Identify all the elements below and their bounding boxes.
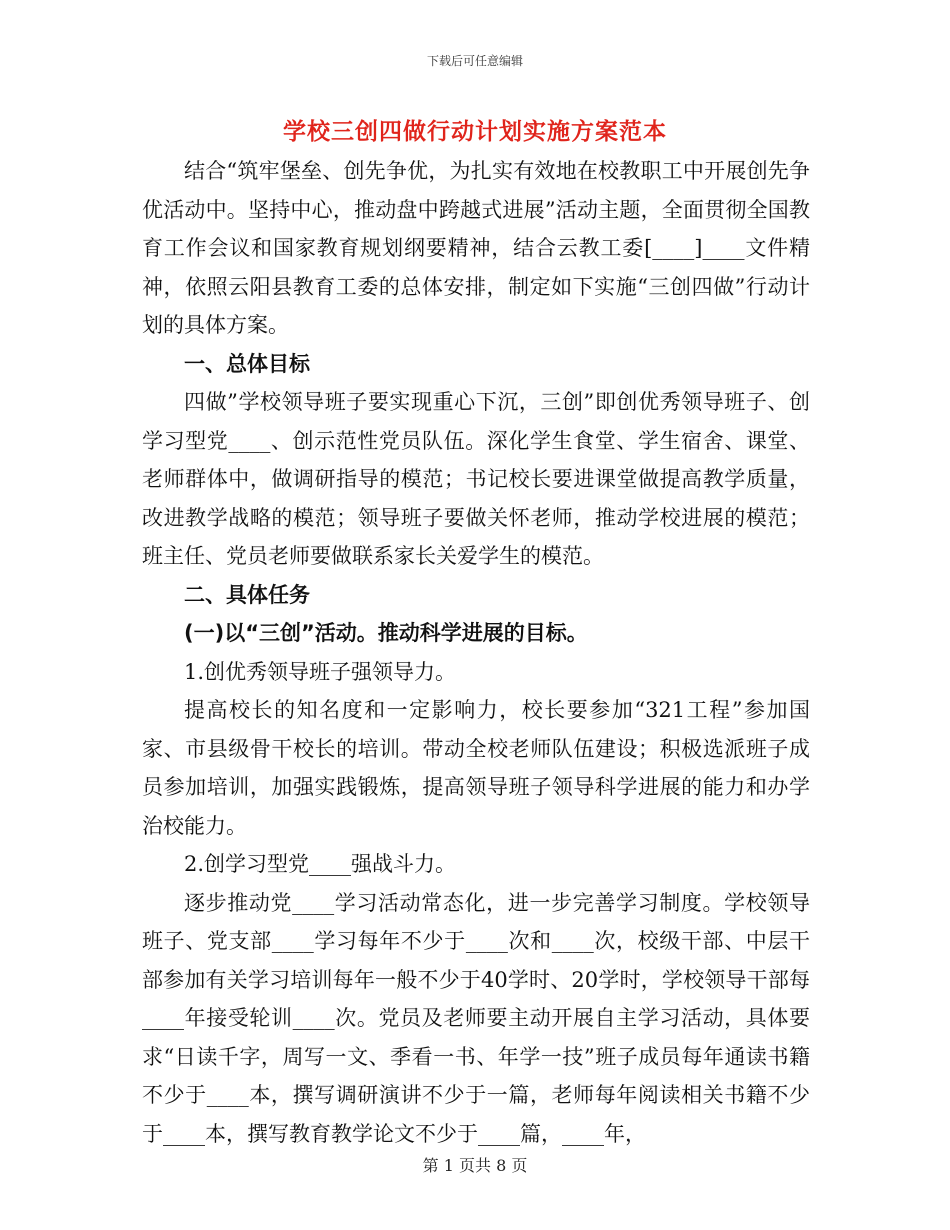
learning-party-paragraph: 逐步推动党____学习活动常态化，进一步完善学习制度。学校领导班子、党支部____学习每年不少于____次和____次，校级干部、中层干部参加有关学习培训每年一般不少于40学时、20学时，学校领导干部每____年接受轮训____次。党员及老师要主动开展自主学习活动，具体要求“日读千字，周写一文、季看一书、年学一技”班子成员每年通读书籍不少于____本，撰写调研演讲不少于一篇，老师每年阅读相关书籍不少于____本，撰写教育教学论文不少于____篇，____年， — [142, 890, 810, 1146]
intro-paragraph: 结合“筑牢堡垒、创先争优，为扎实有效地在校教职工中开展创先争优活动中。坚持中心，推动盘中跨越式进展”活动主题，全面贯彻全国教育工作会议和国家教育规划纲要精神，结合云教工委[____]____文件精神，依照云阳县教育工委的总体安排，制定如下实施“三创四做”行动计划的具体方案。 — [142, 159, 810, 337]
subsection-heading-three-create: (一)以“三创”活动。推动科学进展的目标。 — [184, 621, 588, 645]
leadership-paragraph: 提高校长的知名度和一定影响力，校长要参加“321工程”参加国家、市县级骨干校长的培训。带动全校老师队伍建设；积极选派班子成员参加培训，加强实践锻炼，提高领导班子领导科学进展的能力和办学治校能力。 — [142, 698, 810, 838]
section-heading-specific-tasks: 二、具体任务 — [184, 582, 310, 607]
item-heading-leadership: 1.创优秀领导班子强领导力。 — [184, 659, 457, 684]
document-body — [142, 152, 810, 1153]
header-note: 下载后可任意编辑 — [426, 54, 523, 68]
page-number-footer: 第 1 页共 8 页 — [422, 1156, 528, 1175]
document-title: 学校三创四做行动计划实施方案范本 — [283, 119, 667, 145]
section-heading-overall-goal: 一、总体目标 — [184, 351, 310, 376]
item-heading-learning-party: 2.创学习型党____强战斗力。 — [184, 852, 457, 876]
overall-goal-paragraph: 四做”学校领导班子要实现重心下沉，三创”即创优秀领导班子、创学习型党____、创示范性党员队伍。深化学生食堂、学生宿舍、课堂、老师群体中，做调研指导的模范；书记校长要进课堂做提高教学质量，改进教学战略的模范；领导班子要做关怀老师，推动学校进展的模范；班主任、党员老师要做联系家长关爱学生的模范。 — [142, 390, 810, 568]
